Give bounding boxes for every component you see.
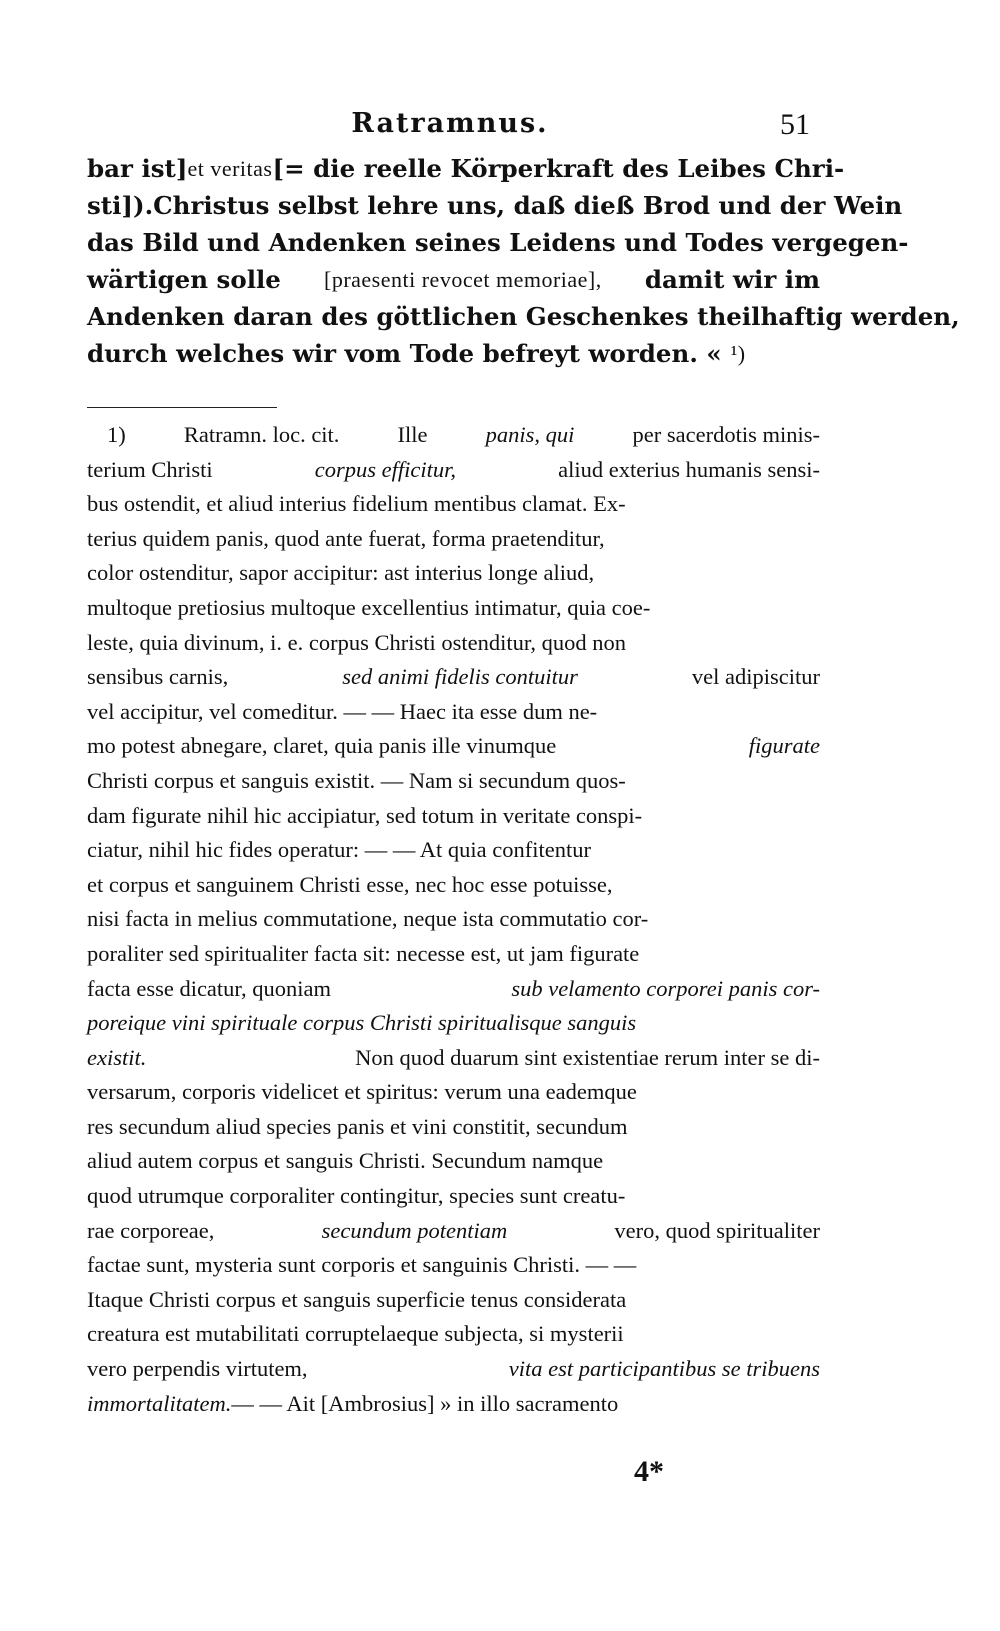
- footnote-line: Itaque Christi corpus et sanguis superficie tenus considerata: [87, 1286, 627, 1312]
- footnote-reference: ¹): [730, 341, 746, 366]
- body-line: das Bild und Andenken seines Leidens und Todes vergegen-: [87, 228, 909, 257]
- footnote-line: mo potest abnegare, claret, quia panis ille vinumque figurate: [87, 733, 820, 759]
- footnote-marker: 1): [107, 422, 126, 447]
- footnote: [87, 418, 820, 1421]
- footnote-line: rae corporeae, secundum potentiam vero, quod spiritualiter: [87, 1217, 820, 1243]
- body-line: Andenken daran des göttlichen Geschenkes theilhaftig werden,: [87, 302, 960, 331]
- body-line: bar ist] et veritas [= die reelle Körperkraft des Leibes Chri-: [87, 154, 845, 183]
- footnote-line: terium Christi corpus efficitur, aliud exterius humanis sensi-: [87, 456, 820, 482]
- running-head: [90, 108, 810, 148]
- footnote-line: dam figurate nihil hic accipiatur, sed totum in veritate conspi-: [87, 802, 643, 828]
- footnote-line: 1) Ratramn. loc. cit. Ille panis, qui per sacerdotis minis-: [87, 418, 820, 453]
- footnote-line: existit. Non quod duarum sint existentiae rerum inter se di-: [87, 1044, 820, 1070]
- footnote-line: vel accipitur, vel comeditur. — — Haec ita esse dum ne-: [87, 698, 598, 724]
- footnote-line: Christi corpus et sanguis existit. — Nam si secundum quos-: [87, 767, 626, 793]
- footnote-line: versarum, corporis videlicet et spiritus: verum una eademque: [87, 1079, 637, 1105]
- footnote-line: leste, quia divinum, i. e. corpus Christi ostenditur, quod non: [87, 629, 627, 655]
- footnote-line: terius quidem panis, quod ante fuerat, forma praetenditur,: [87, 525, 605, 551]
- body-text: [87, 150, 960, 372]
- footnote-line: multoque pretiosius multoque excellentius intimatur, quia coe-: [87, 594, 651, 620]
- footnote-line: vero perpendis virtutem, vita est participantibus se tribuens: [87, 1356, 820, 1382]
- footnote-line: immortalitatem. — — Ait [Ambrosius] » in illo sacramento: [87, 1390, 619, 1416]
- footnote-line: factae sunt, mysteria sunt corporis et sanguinis Christi. — —: [87, 1252, 637, 1278]
- footnote-line: nisi facta in melius commutatione, neque ista commutatio cor-: [87, 906, 649, 932]
- running-title: Ratramnus.: [351, 108, 549, 139]
- footnote-line: et corpus et sanguinem Christi esse, nec hoc esse potuisse,: [87, 871, 613, 897]
- footnote-line: sensibus carnis, sed animi fidelis contuitur vel adipiscitur: [87, 664, 820, 690]
- footnote-line: aliud autem corpus et sanguis Christi. Secundum namque: [87, 1148, 604, 1174]
- footnote-rule: [87, 407, 277, 408]
- footnote-line: creatura est mutabilitati corruptelaeque subjecta, si mysterii: [87, 1321, 624, 1347]
- body-line: sti]). Christus selbst lehre uns, daß dieß Brod und der Wein: [87, 191, 903, 220]
- footnote-line: bus ostendit, et aliud interius fidelium mentibus clamat. Ex-: [87, 491, 626, 517]
- footnote-line: facta esse dicatur, quoniam sub velamento corporei panis cor-: [87, 975, 820, 1001]
- footnote-line: ciatur, nihil hic fides operatur: — — At quia confitentur: [87, 837, 591, 863]
- footnote-line: res secundum aliud species panis et vini constitit, secundum: [87, 1113, 628, 1139]
- footnote-line: color ostenditur, sapor accipitur: ast interius longe aliud,: [87, 560, 595, 586]
- footnote-line: quod utrumque corporaliter contingitur, species sunt creatu-: [87, 1183, 626, 1209]
- footnote-line: poreique vini spirituale corpus Christi spiritualisque sanguis: [87, 1010, 637, 1036]
- body-line: wärtigen solle [praesenti revocet memoriae], damit wir im: [87, 265, 820, 294]
- footnote-line: poraliter sed spiritualiter facta sit: necesse est, ut jam figurate: [87, 940, 640, 966]
- signature-mark: 4*: [634, 1455, 664, 1488]
- page-number: 51: [780, 108, 810, 141]
- body-line: durch welches wir vom Tode befreyt worden. « ¹): [87, 335, 820, 372]
